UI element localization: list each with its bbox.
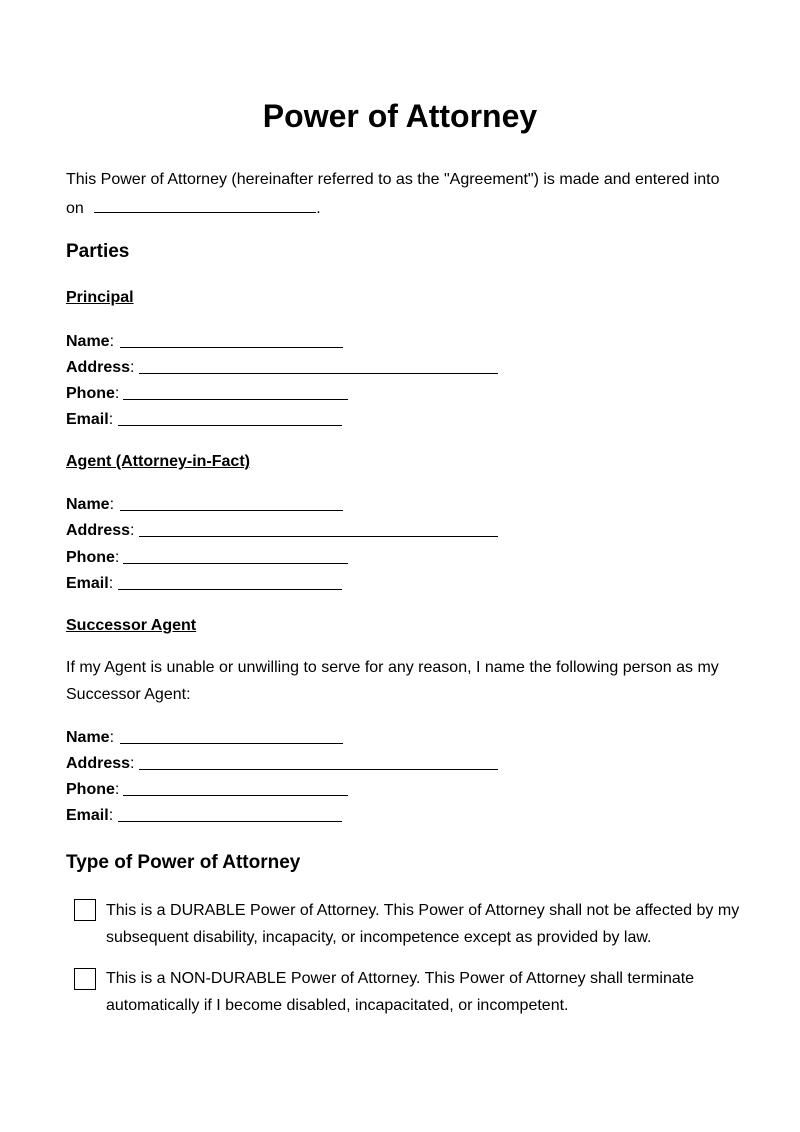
- successor-phone-field: Phone:: [66, 779, 119, 801]
- principal-phone-field: Phone:: [66, 383, 119, 405]
- non-durable-option-text: This is a NON-DURABLE Power of Attorney. This Power of Attorney shall terminate automatically if I become disabled, incapacitated, or incompetent.: [106, 970, 695, 1014]
- intro-paragraph: [66, 166, 736, 223]
- durable-checkbox[interactable]: [74, 899, 96, 921]
- successor-paragraph: If my Agent is unable or unwilling to serve for any reason, I name the following person as my Successor Agent:: [66, 659, 719, 703]
- parties-heading: Parties: [66, 241, 130, 262]
- agent-address-blank[interactable]: [139, 536, 498, 537]
- principal-name-field: Name:: [66, 331, 114, 353]
- principal-name-blank[interactable]: [120, 347, 343, 348]
- field-label: Email: [66, 807, 109, 824]
- agent-email-blank[interactable]: [118, 589, 342, 590]
- successor-address-field: Address:: [66, 753, 134, 775]
- principal-heading: Principal: [66, 289, 134, 306]
- agent-name-field: Name:: [66, 494, 114, 516]
- agent-heading: Agent (Attorney-in-Fact): [66, 453, 250, 470]
- principal-address-field: Address:: [66, 357, 134, 379]
- agent-name-blank[interactable]: [120, 510, 343, 511]
- field-label: Email: [66, 411, 109, 428]
- successor-email-field: Email:: [66, 805, 113, 827]
- type-heading: Type of Power of Attorney: [66, 852, 301, 873]
- principal-address-blank[interactable]: [139, 373, 498, 374]
- field-label: Address: [66, 755, 131, 772]
- agent-phone-field: Phone:: [66, 547, 119, 569]
- successor-heading: Successor Agent: [66, 617, 197, 634]
- document-title: Power of Attorney: [262, 98, 538, 134]
- field-label: Name: [66, 333, 110, 350]
- field-label: Address: [66, 522, 131, 539]
- principal-email-field: Email:: [66, 409, 113, 431]
- principal-email-blank[interactable]: [118, 425, 342, 426]
- successor-name-field: Name:: [66, 727, 114, 749]
- principal-phone-blank[interactable]: [123, 399, 348, 400]
- successor-name-blank[interactable]: [120, 743, 343, 744]
- field-label: Name: [66, 496, 110, 513]
- agent-phone-blank[interactable]: [123, 563, 348, 564]
- field-label: Phone: [66, 781, 115, 798]
- durable-option-text: This is a DURABLE Power of Attorney. This Power of Attorney shall not be affected by my subsequent disability, incapacity, or incompetence except as provided by law.: [106, 902, 740, 946]
- field-label: Name: [66, 729, 110, 746]
- field-label: Email: [66, 575, 109, 592]
- non-durable-checkbox[interactable]: [74, 968, 96, 990]
- successor-email-blank[interactable]: [118, 821, 342, 822]
- successor-address-blank[interactable]: [139, 769, 498, 770]
- field-label: Address: [66, 359, 131, 376]
- field-label: Phone: [66, 549, 115, 566]
- intro-period: .: [316, 200, 321, 217]
- successor-phone-blank[interactable]: [123, 795, 348, 796]
- agent-address-field: Address:: [66, 520, 134, 542]
- field-label: Phone: [66, 385, 115, 402]
- agreement-date-blank[interactable]: [94, 194, 316, 213]
- intro-text: This Power of Attorney (hereinafter referred to as the "Agreement") is made and entered into on: [66, 171, 720, 217]
- agent-email-field: Email:: [66, 573, 113, 595]
